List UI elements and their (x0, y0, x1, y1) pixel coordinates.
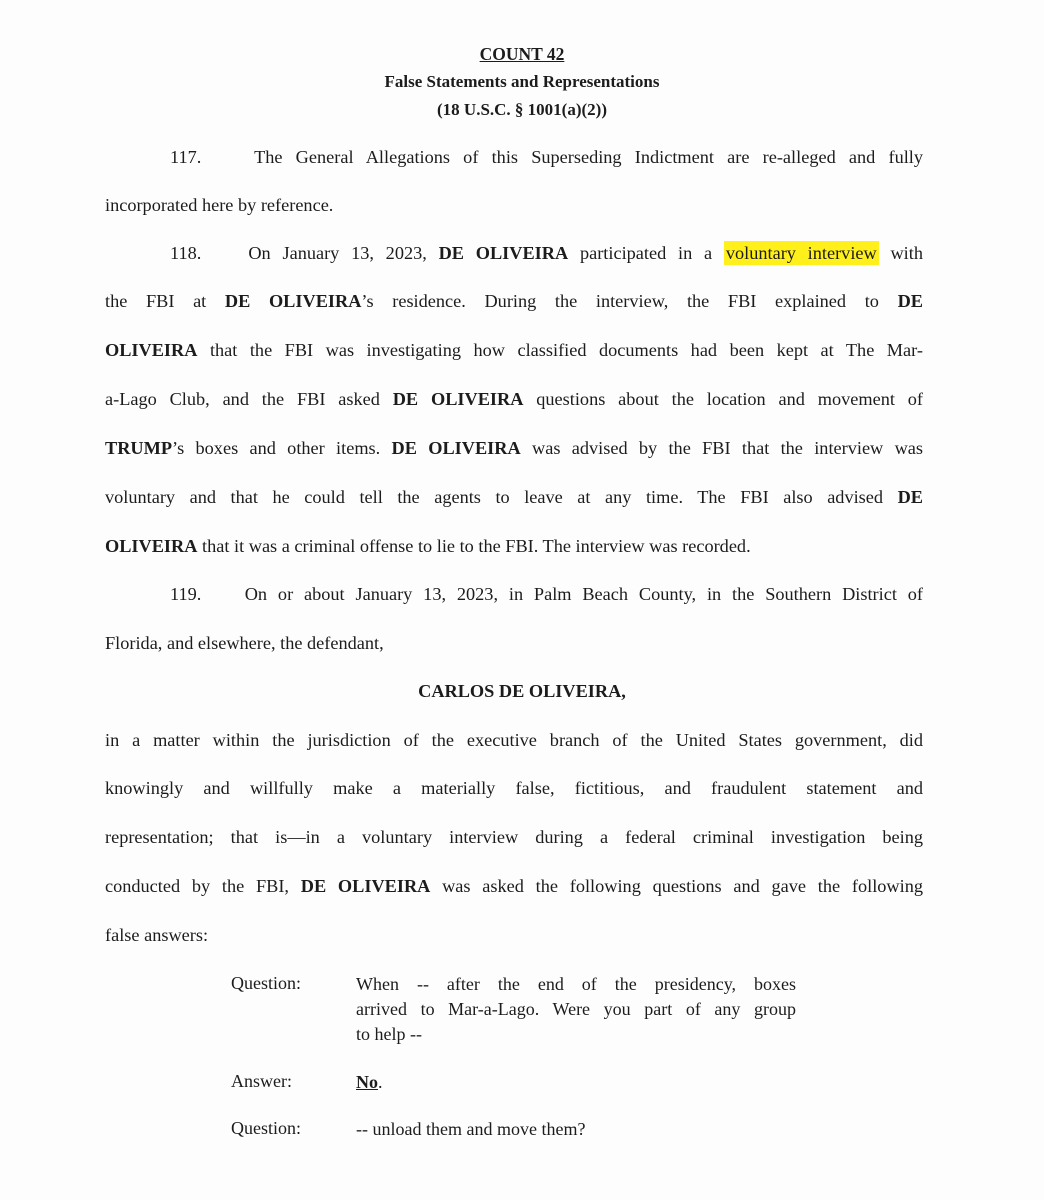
question-1-line-1: When -- after the end of the presidency, boxes (356, 974, 796, 994)
highlighted-phrase: voluntary interview (725, 243, 877, 263)
text: questions about the location and movement of (536, 389, 923, 409)
paragraph-117-line-1 (170, 146, 923, 168)
answer-label: Answer: (231, 1071, 292, 1091)
paragraph-118-line-1 (170, 242, 923, 264)
paragraph-119-line-6 (105, 875, 923, 897)
count-statute: (18 U.S.C. § 1001(a)(2)) (437, 100, 607, 119)
paragraph-119-line-1 (170, 583, 923, 605)
text: conducted by the FBI, (105, 876, 290, 896)
paragraph-119-line-5: representation; that is—in a voluntary interview during a federal criminal investigation being (105, 827, 923, 847)
defendant-name: DE OLIVEIRA (392, 389, 524, 409)
text: that it was a criminal offense to lie to the FBI. The interview was recorded. (202, 536, 751, 556)
answer-punct: . (378, 1072, 383, 1092)
text: ’s boxes and other items. (172, 438, 381, 458)
paragraph-118-line-4 (105, 388, 923, 410)
defendant-name: OLIVEIRA (105, 340, 198, 360)
text: The General Allegations of this Superseding Indictment are re-alleged and fully (254, 147, 924, 167)
defendant-name-block: CARLOS DE OLIVEIRA, (418, 681, 626, 701)
paragraph-118-line-3 (105, 339, 923, 361)
defendant-name: DE OLIVEIRA (300, 876, 431, 896)
defendant-name: DE OLIVEIRA (224, 291, 362, 311)
paragraph-number: 118. (170, 243, 202, 263)
paragraph-117-line-2: incorporated here by reference. (105, 195, 334, 215)
text: participated in a (579, 243, 713, 263)
question-2: -- unload them and move them? (356, 1119, 586, 1139)
text: On or about January 13, 2023, in Palm Beach County, in the Southern District of (244, 584, 923, 604)
text: voluntary and that he could tell the agents to leave at any time. The FBI also advised (105, 487, 884, 507)
paragraph-118-line-6 (105, 486, 923, 508)
paragraph-number: 119. (170, 584, 202, 604)
defendant-name: DE (897, 291, 923, 311)
text: a-Lago Club, and the FBI asked (105, 389, 380, 409)
paragraph-119-line-3: in a matter within the jurisdiction of the executive branch of the United States government, did (105, 730, 923, 750)
defendant-name: DE OLIVEIRA (438, 243, 569, 263)
paragraph-119-line-2: Florida, and elsewhere, the defendant, (105, 633, 384, 653)
text: was asked the following questions and gave the following (442, 876, 923, 896)
paragraph-119-line-7: false answers: (105, 925, 209, 945)
defendant-name: OLIVEIRA (105, 536, 198, 556)
question-1-line-2: arrived to Mar-a-Lago. Were you part of any group (356, 999, 796, 1019)
question-label: Question: (231, 973, 301, 993)
text: ’s residence. During the interview, the FBI explained to (361, 291, 879, 311)
question-1-line-3: to help -- (356, 1024, 422, 1044)
paragraph-number: 117. (170, 147, 202, 167)
name-trump: TRUMP (105, 438, 173, 458)
paragraph-118-line-2 (105, 290, 923, 312)
question-label: Question: (231, 1118, 301, 1138)
defendant-name: DE (897, 487, 923, 507)
text: that the FBI was investigating how classified documents had been kept at The Mar- (209, 340, 923, 360)
count-heading: COUNT 42 (479, 44, 565, 64)
count-title: False Statements and Representations (384, 72, 660, 91)
answer-text: No (356, 1072, 378, 1092)
text: the FBI at (105, 291, 207, 311)
paragraph-118-line-7 (105, 535, 751, 557)
paragraph-119-line-4: knowingly and willfully make a materially false, fictitious, and fraudulent statement and (105, 778, 923, 798)
text: On January 13, 2023, (248, 243, 427, 263)
answer-1 (356, 1070, 383, 1095)
text: with (890, 243, 923, 263)
paragraph-118-line-5 (105, 437, 923, 459)
defendant-name: DE OLIVEIRA (391, 438, 521, 458)
text: was advised by the FBI that the interview was (532, 438, 923, 458)
